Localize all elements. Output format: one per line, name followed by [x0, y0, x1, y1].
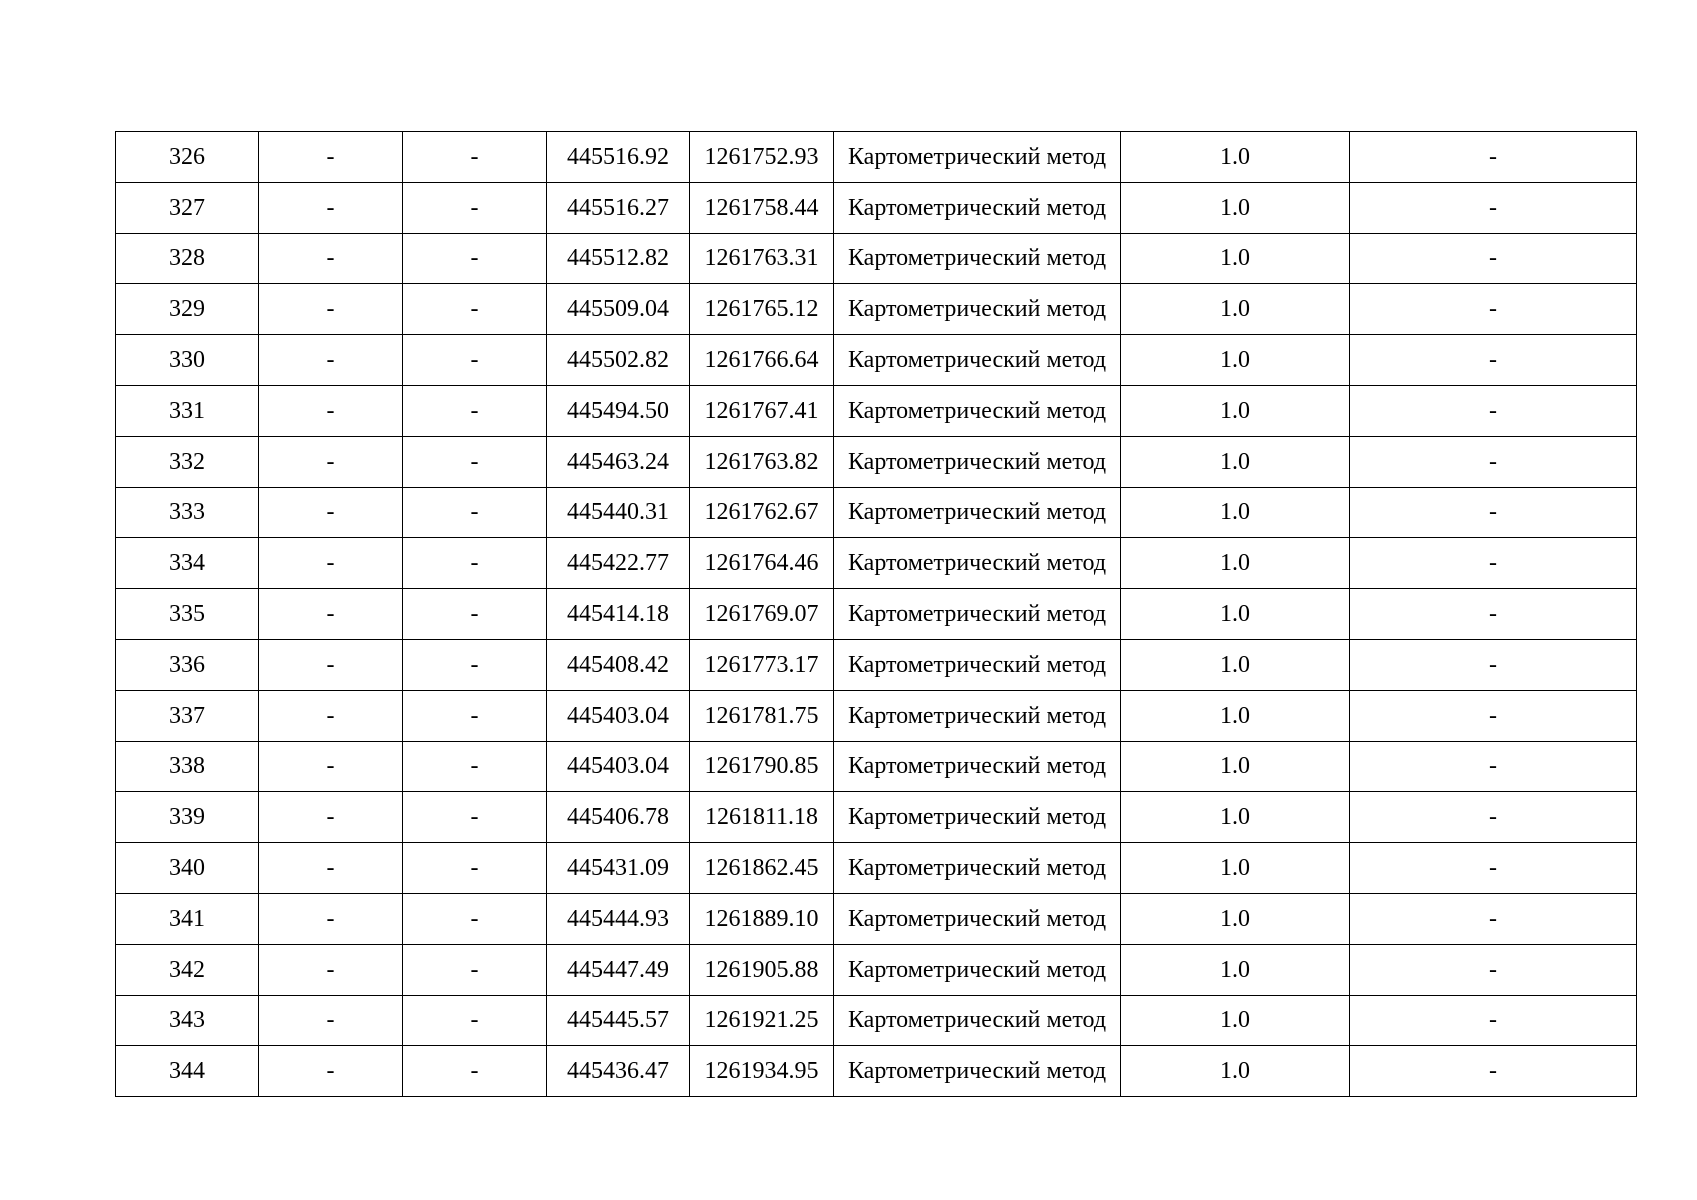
method-cell: Картометрический метод [834, 335, 1121, 386]
method-cell: Картометрический метод [834, 436, 1121, 487]
empty-value-cell: - [403, 233, 547, 284]
y-coordinate-cell: 1261921.25 [690, 995, 834, 1046]
empty-value-cell: - [1350, 690, 1637, 741]
point-number-cell: 328 [116, 233, 259, 284]
point-number-cell: 333 [116, 487, 259, 538]
empty-value-cell: - [1350, 893, 1637, 944]
empty-value-cell: - [259, 944, 403, 995]
accuracy-cell: 1.0 [1121, 538, 1350, 589]
empty-value-cell: - [1350, 385, 1637, 436]
point-number-cell: 343 [116, 995, 259, 1046]
point-number-cell: 327 [116, 182, 259, 233]
empty-value-cell: - [403, 893, 547, 944]
x-coordinate-cell: 445444.93 [547, 893, 690, 944]
x-coordinate-cell: 445403.04 [547, 741, 690, 792]
table-row [116, 132, 1637, 183]
empty-value-cell: - [259, 385, 403, 436]
x-coordinate-cell: 445431.09 [547, 843, 690, 894]
empty-value-cell: - [1350, 335, 1637, 386]
point-number-cell: 338 [116, 741, 259, 792]
x-coordinate-cell: 445422.77 [547, 538, 690, 589]
table-row [116, 284, 1637, 335]
empty-value-cell: - [403, 335, 547, 386]
empty-value-cell: - [1350, 639, 1637, 690]
accuracy-cell: 1.0 [1121, 639, 1350, 690]
point-number-cell: 339 [116, 792, 259, 843]
empty-value-cell: - [259, 284, 403, 335]
empty-value-cell: - [1350, 132, 1637, 183]
accuracy-cell: 1.0 [1121, 284, 1350, 335]
empty-value-cell: - [259, 589, 403, 640]
empty-value-cell: - [403, 132, 547, 183]
table-row [116, 436, 1637, 487]
empty-value-cell: - [403, 944, 547, 995]
coordinates-table [115, 131, 1637, 1097]
y-coordinate-cell: 1261889.10 [690, 893, 834, 944]
empty-value-cell: - [1350, 792, 1637, 843]
method-cell: Картометрический метод [834, 893, 1121, 944]
method-cell: Картометрический метод [834, 589, 1121, 640]
empty-value-cell: - [259, 690, 403, 741]
table-row [116, 893, 1637, 944]
empty-value-cell: - [259, 487, 403, 538]
table-row [116, 1046, 1637, 1097]
empty-value-cell: - [259, 741, 403, 792]
table-row [116, 792, 1637, 843]
table-row [116, 589, 1637, 640]
x-coordinate-cell: 445509.04 [547, 284, 690, 335]
table-row [116, 995, 1637, 1046]
empty-value-cell: - [259, 792, 403, 843]
empty-value-cell: - [259, 233, 403, 284]
empty-value-cell: - [403, 639, 547, 690]
empty-value-cell: - [1350, 436, 1637, 487]
table-row [116, 233, 1637, 284]
y-coordinate-cell: 1261767.41 [690, 385, 834, 436]
empty-value-cell: - [259, 335, 403, 386]
empty-value-cell: - [259, 995, 403, 1046]
accuracy-cell: 1.0 [1121, 944, 1350, 995]
x-coordinate-cell: 445406.78 [547, 792, 690, 843]
x-coordinate-cell: 445494.50 [547, 385, 690, 436]
table-row [116, 385, 1637, 436]
method-cell: Картометрический метод [834, 538, 1121, 589]
empty-value-cell: - [1350, 843, 1637, 894]
accuracy-cell: 1.0 [1121, 690, 1350, 741]
y-coordinate-cell: 1261762.67 [690, 487, 834, 538]
empty-value-cell: - [403, 538, 547, 589]
empty-value-cell: - [403, 792, 547, 843]
method-cell: Картометрический метод [834, 792, 1121, 843]
table-row [116, 944, 1637, 995]
method-cell: Картометрический метод [834, 741, 1121, 792]
accuracy-cell: 1.0 [1121, 1046, 1350, 1097]
y-coordinate-cell: 1261811.18 [690, 792, 834, 843]
table-row [116, 843, 1637, 894]
method-cell: Картометрический метод [834, 284, 1121, 335]
accuracy-cell: 1.0 [1121, 893, 1350, 944]
y-coordinate-cell: 1261790.85 [690, 741, 834, 792]
accuracy-cell: 1.0 [1121, 589, 1350, 640]
empty-value-cell: - [259, 1046, 403, 1097]
empty-value-cell: - [1350, 1046, 1637, 1097]
table-row [116, 487, 1637, 538]
empty-value-cell: - [403, 589, 547, 640]
point-number-cell: 336 [116, 639, 259, 690]
x-coordinate-cell: 445414.18 [547, 589, 690, 640]
accuracy-cell: 1.0 [1121, 741, 1350, 792]
table-row [116, 182, 1637, 233]
y-coordinate-cell: 1261765.12 [690, 284, 834, 335]
table-row [116, 741, 1637, 792]
x-coordinate-cell: 445516.92 [547, 132, 690, 183]
empty-value-cell: - [1350, 233, 1637, 284]
empty-value-cell: - [1350, 589, 1637, 640]
x-coordinate-cell: 445436.47 [547, 1046, 690, 1097]
point-number-cell: 334 [116, 538, 259, 589]
empty-value-cell: - [403, 995, 547, 1046]
method-cell: Картометрический метод [834, 1046, 1121, 1097]
empty-value-cell: - [1350, 487, 1637, 538]
accuracy-cell: 1.0 [1121, 792, 1350, 843]
empty-value-cell: - [403, 182, 547, 233]
x-coordinate-cell: 445512.82 [547, 233, 690, 284]
point-number-cell: 326 [116, 132, 259, 183]
point-number-cell: 340 [116, 843, 259, 894]
x-coordinate-cell: 445463.24 [547, 436, 690, 487]
accuracy-cell: 1.0 [1121, 487, 1350, 538]
y-coordinate-cell: 1261766.64 [690, 335, 834, 386]
empty-value-cell: - [259, 893, 403, 944]
point-number-cell: 342 [116, 944, 259, 995]
table-row [116, 538, 1637, 589]
method-cell: Картометрический метод [834, 487, 1121, 538]
method-cell: Картометрический метод [834, 182, 1121, 233]
accuracy-cell: 1.0 [1121, 335, 1350, 386]
point-number-cell: 331 [116, 385, 259, 436]
y-coordinate-cell: 1261781.75 [690, 690, 834, 741]
point-number-cell: 344 [116, 1046, 259, 1097]
accuracy-cell: 1.0 [1121, 182, 1350, 233]
y-coordinate-cell: 1261763.31 [690, 233, 834, 284]
empty-value-cell: - [403, 284, 547, 335]
y-coordinate-cell: 1261758.44 [690, 182, 834, 233]
x-coordinate-cell: 445408.42 [547, 639, 690, 690]
empty-value-cell: - [403, 487, 547, 538]
point-number-cell: 337 [116, 690, 259, 741]
x-coordinate-cell: 445502.82 [547, 335, 690, 386]
y-coordinate-cell: 1261752.93 [690, 132, 834, 183]
empty-value-cell: - [1350, 944, 1637, 995]
y-coordinate-cell: 1261763.82 [690, 436, 834, 487]
method-cell: Картометрический метод [834, 690, 1121, 741]
method-cell: Картометрический метод [834, 944, 1121, 995]
y-coordinate-cell: 1261764.46 [690, 538, 834, 589]
empty-value-cell: - [1350, 182, 1637, 233]
coordinates-table-body [116, 132, 1637, 1097]
method-cell: Картометрический метод [834, 995, 1121, 1046]
method-cell: Картометрический метод [834, 639, 1121, 690]
accuracy-cell: 1.0 [1121, 436, 1350, 487]
empty-value-cell: - [403, 741, 547, 792]
empty-value-cell: - [403, 843, 547, 894]
x-coordinate-cell: 445403.04 [547, 690, 690, 741]
point-number-cell: 332 [116, 436, 259, 487]
empty-value-cell: - [259, 132, 403, 183]
empty-value-cell: - [1350, 538, 1637, 589]
method-cell: Картометрический метод [834, 843, 1121, 894]
point-number-cell: 330 [116, 335, 259, 386]
accuracy-cell: 1.0 [1121, 233, 1350, 284]
x-coordinate-cell: 445445.57 [547, 995, 690, 1046]
empty-value-cell: - [1350, 284, 1637, 335]
point-number-cell: 335 [116, 589, 259, 640]
empty-value-cell: - [1350, 995, 1637, 1046]
x-coordinate-cell: 445516.27 [547, 182, 690, 233]
method-cell: Картометрический метод [834, 385, 1121, 436]
empty-value-cell: - [403, 690, 547, 741]
empty-value-cell: - [403, 436, 547, 487]
table-row [116, 690, 1637, 741]
empty-value-cell: - [259, 639, 403, 690]
empty-value-cell: - [403, 385, 547, 436]
accuracy-cell: 1.0 [1121, 995, 1350, 1046]
method-cell: Картометрический метод [834, 132, 1121, 183]
y-coordinate-cell: 1261905.88 [690, 944, 834, 995]
x-coordinate-cell: 445447.49 [547, 944, 690, 995]
x-coordinate-cell: 445440.31 [547, 487, 690, 538]
point-number-cell: 341 [116, 893, 259, 944]
method-cell: Картометрический метод [834, 233, 1121, 284]
table-row [116, 335, 1637, 386]
empty-value-cell: - [403, 1046, 547, 1097]
table-row [116, 639, 1637, 690]
empty-value-cell: - [1350, 741, 1637, 792]
accuracy-cell: 1.0 [1121, 843, 1350, 894]
empty-value-cell: - [259, 538, 403, 589]
accuracy-cell: 1.0 [1121, 385, 1350, 436]
y-coordinate-cell: 1261769.07 [690, 589, 834, 640]
empty-value-cell: - [259, 182, 403, 233]
y-coordinate-cell: 1261862.45 [690, 843, 834, 894]
accuracy-cell: 1.0 [1121, 132, 1350, 183]
y-coordinate-cell: 1261773.17 [690, 639, 834, 690]
y-coordinate-cell: 1261934.95 [690, 1046, 834, 1097]
empty-value-cell: - [259, 436, 403, 487]
empty-value-cell: - [259, 843, 403, 894]
point-number-cell: 329 [116, 284, 259, 335]
